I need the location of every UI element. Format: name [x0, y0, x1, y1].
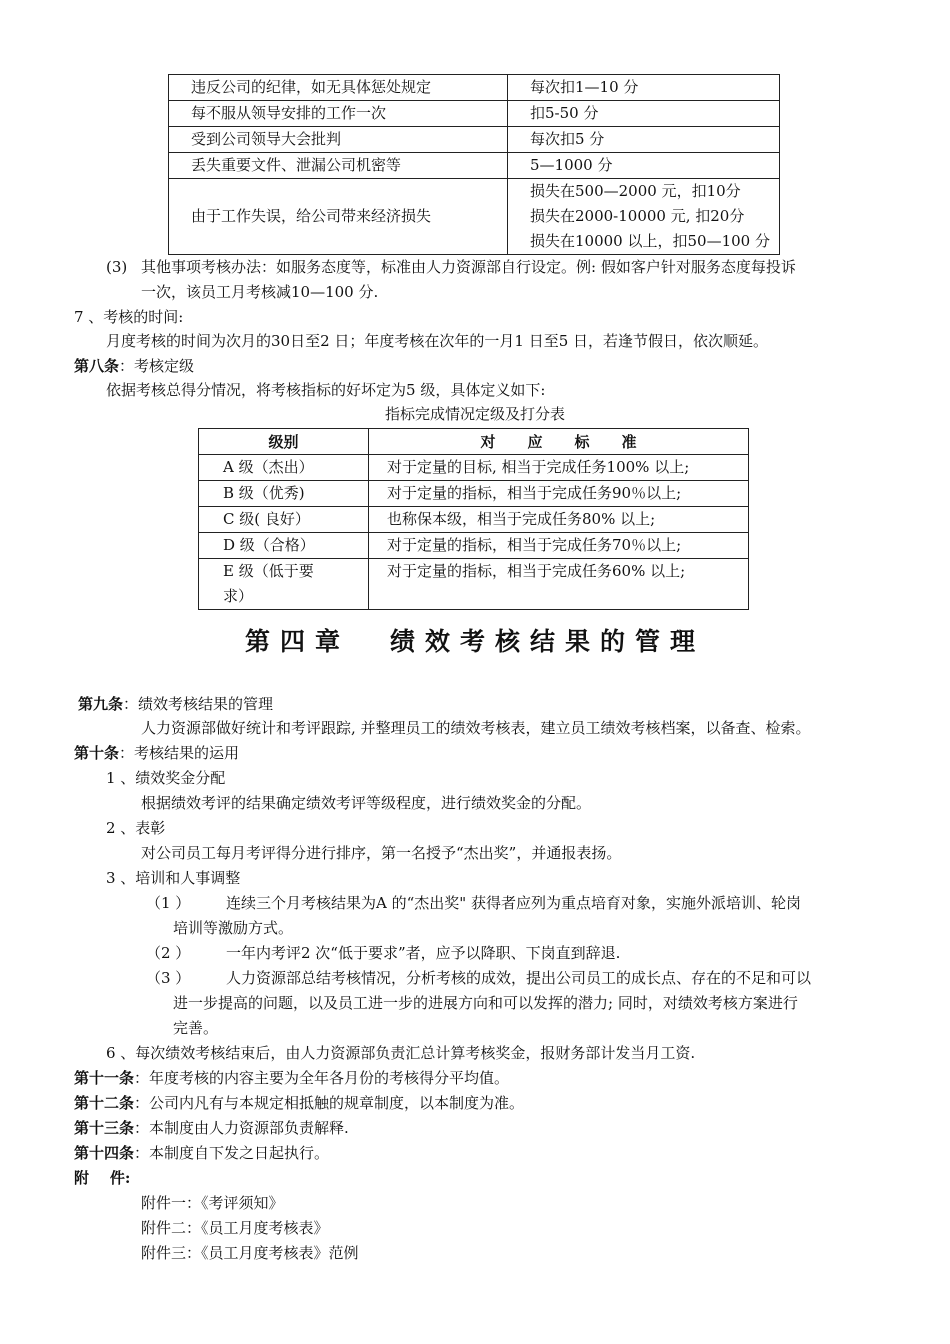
article-14 — [74, 1143, 329, 1163]
table-row — [169, 101, 780, 127]
item-7-title: 7 、考核的时间: — [74, 308, 184, 326]
header-char: 应 — [527, 433, 543, 451]
table-row — [199, 455, 749, 481]
article-title: ：考核结果的运用 — [119, 744, 240, 762]
article-9-body: 人力资源部做好统计和考评跟踪, 并整理员工的绩效考核表，建立员工绩效考核档案，以备查、检索。 — [141, 719, 811, 737]
article-text: ：公司内凡有与本规定相抵触的规章制度，以本制度为准。 — [134, 1094, 525, 1112]
section-3-title: 3 、培训和人事调整 — [106, 869, 241, 887]
sub-item-1-line2: 培训等激励方式。 — [173, 919, 294, 937]
table-row — [199, 481, 749, 507]
article-label: 第十一条 — [74, 1069, 135, 1087]
penalty-item: 受到公司领导大会批判 — [169, 127, 508, 153]
article-label: 第十三条 — [74, 1119, 135, 1137]
para-3-line1: 其他事项考核办法：如服务态度等，标准由人力资源部自行设定。例: 假如客户针对服务态度每投诉 — [141, 258, 796, 276]
header-char: 对 — [480, 433, 496, 451]
table-caption: 指标完成情况定级及打分表 — [384, 405, 565, 423]
attachment-item: 附件二：《员工月度考核表》 — [141, 1219, 329, 1237]
article-8-heading — [74, 356, 194, 376]
article-10-heading — [74, 743, 239, 763]
article-label: 第十二条 — [74, 1094, 135, 1112]
table-row — [199, 559, 749, 610]
table-row — [169, 153, 780, 179]
penalty-item: 丢失重要文件、泄漏公司机密等 — [169, 153, 508, 179]
article-text: ：年度考核的内容主要为全年各月份的考核得分平均值。 — [134, 1069, 510, 1087]
header-standard — [369, 429, 749, 455]
penalty-score-line: 损失在500—2000 元，扣10分 — [530, 182, 741, 200]
table-row — [169, 127, 780, 153]
penalty-score-multi — [508, 179, 780, 255]
grade-standard: 也称保本级，相当于完成任务80% 以上; — [369, 507, 749, 533]
grade-standard: 对于定量的指标，相当于完成任务70％以上; — [369, 533, 749, 559]
attachment-item: 附件三：《员工月度考核表》范例 — [141, 1244, 359, 1262]
grade-level: D 级（合格） — [199, 533, 369, 559]
grade-level: B 级（优秀) — [199, 481, 369, 507]
para-3-number: (3) — [106, 258, 128, 276]
article-9-heading — [78, 694, 273, 714]
grade-table — [198, 428, 749, 610]
table-row — [199, 533, 749, 559]
chapter-name: 绩效考核结果的管理 — [390, 627, 706, 656]
sub-item-3-number: （3 ） — [146, 969, 191, 987]
item-7-body: 月度考核的时间为次月的30日至2 日；年度考核在次年的一月1 日至5 日，若逢节假日，依次顺延。 — [106, 332, 769, 350]
attachment-item: 附件一：《考评须知》 — [141, 1194, 284, 1212]
sub-item-1-number: （1 ） — [146, 894, 191, 912]
section-1-title: 1 、绩效奖金分配 — [106, 769, 226, 787]
grade-level — [199, 559, 369, 610]
section-2-title: 2 、表彰 — [106, 819, 166, 837]
table-row — [169, 75, 780, 101]
table-row — [169, 179, 780, 255]
sub-item-3-line3: 完善。 — [173, 1019, 219, 1037]
penalty-score-line: 损失在2000-10000 元, 扣20分 — [530, 207, 745, 225]
header-char: 标 — [574, 433, 590, 451]
article-12 — [74, 1093, 524, 1113]
grade-standard: 对于定量的目标, 相当于完成任务100% 以上; — [369, 455, 749, 481]
grade-level-line: E 级（低于要 — [223, 562, 314, 580]
grade-level: A 级（杰出） — [199, 455, 369, 481]
penalty-score: 扣5-50 分 — [508, 101, 780, 127]
section-2-body: 对公司员工每月考评得分进行排序，第一名授予“杰出奖”，并通报表扬。 — [141, 844, 622, 862]
article-label: 第十四条 — [74, 1144, 135, 1162]
article-8-body: 依据考核总得分情况，将考核指标的好坏定为5 级，具体定义如下: — [106, 381, 546, 399]
penalty-item: 每不服从领导安排的工作一次 — [169, 101, 508, 127]
para-3-line2: 一次，该员工月考核减10—100 分. — [141, 283, 379, 301]
chapter-title — [0, 622, 950, 658]
sub-item-2-number: （2 ） — [146, 944, 191, 962]
article-11 — [74, 1068, 509, 1088]
penalty-score-line: 损失在10000 以上，扣50—100 分 — [530, 232, 770, 250]
article-13 — [74, 1118, 349, 1138]
sub-item-3-line2: 进一步提高的问题，以及员工进一步的进展方向和可以发挥的潜力; 同时，对绩效考核方案进行 — [173, 994, 798, 1012]
penalty-score: 每次扣5 分 — [508, 127, 780, 153]
article-label: 第十条 — [74, 744, 120, 762]
attachments-label: 附 件: — [74, 1169, 131, 1187]
grade-level-line: 求） — [223, 587, 254, 605]
penalty-score: 每次扣1—10 分 — [508, 75, 780, 101]
penalty-score: 5—1000 分 — [508, 153, 780, 179]
penalty-item: 由于工作失误，给公司带来经济损失 — [169, 179, 508, 255]
grade-level: C 级( 良好） — [199, 507, 369, 533]
penalty-table — [168, 74, 780, 255]
article-title: ：考核定级 — [119, 357, 195, 375]
article-label: 第九条 — [78, 695, 124, 713]
section-6: 6 、每次绩效考核结束后，由人力资源部负责汇总计算考核奖金，报财务部计发当月工资. — [106, 1044, 696, 1062]
article-label: 第八条 — [74, 357, 120, 375]
table-header-row — [199, 429, 749, 455]
article-text: ：本制度自下发之日起执行。 — [134, 1144, 330, 1162]
grade-standard: 对于定量的指标，相当于完成任务90％以上; — [369, 481, 749, 507]
header-level: 级别 — [199, 429, 369, 455]
sub-item-3-line1: 人力资源部总结考核情况，分析考核的成效，提出公司员工的成长点、存在的不足和可以 — [226, 969, 812, 987]
chapter-number: 第四章 — [244, 627, 350, 656]
sub-item-1-line1: 连续三个月考核结果为A 的“杰出奖" 获得者应列为重点培育对象，实施外派培训、轮岗 — [226, 894, 801, 912]
grade-standard: 对于定量的指标，相当于完成任务60% 以上; — [369, 559, 749, 610]
table-row — [199, 507, 749, 533]
header-char: 准 — [621, 433, 637, 451]
article-text: ：本制度由人力资源部负责解释. — [134, 1119, 349, 1137]
penalty-item: 违反公司的纪律，如无具体惩处规定 — [169, 75, 508, 101]
section-1-body: 根据绩效考评的结果确定绩效考评等级程度，进行绩效奖金的分配。 — [141, 794, 592, 812]
sub-item-2-line1: 一年内考评2 次“低于要求”者，应予以降职、下岗直到辞退. — [226, 944, 621, 962]
article-title: ：绩效考核结果的管理 — [123, 695, 274, 713]
